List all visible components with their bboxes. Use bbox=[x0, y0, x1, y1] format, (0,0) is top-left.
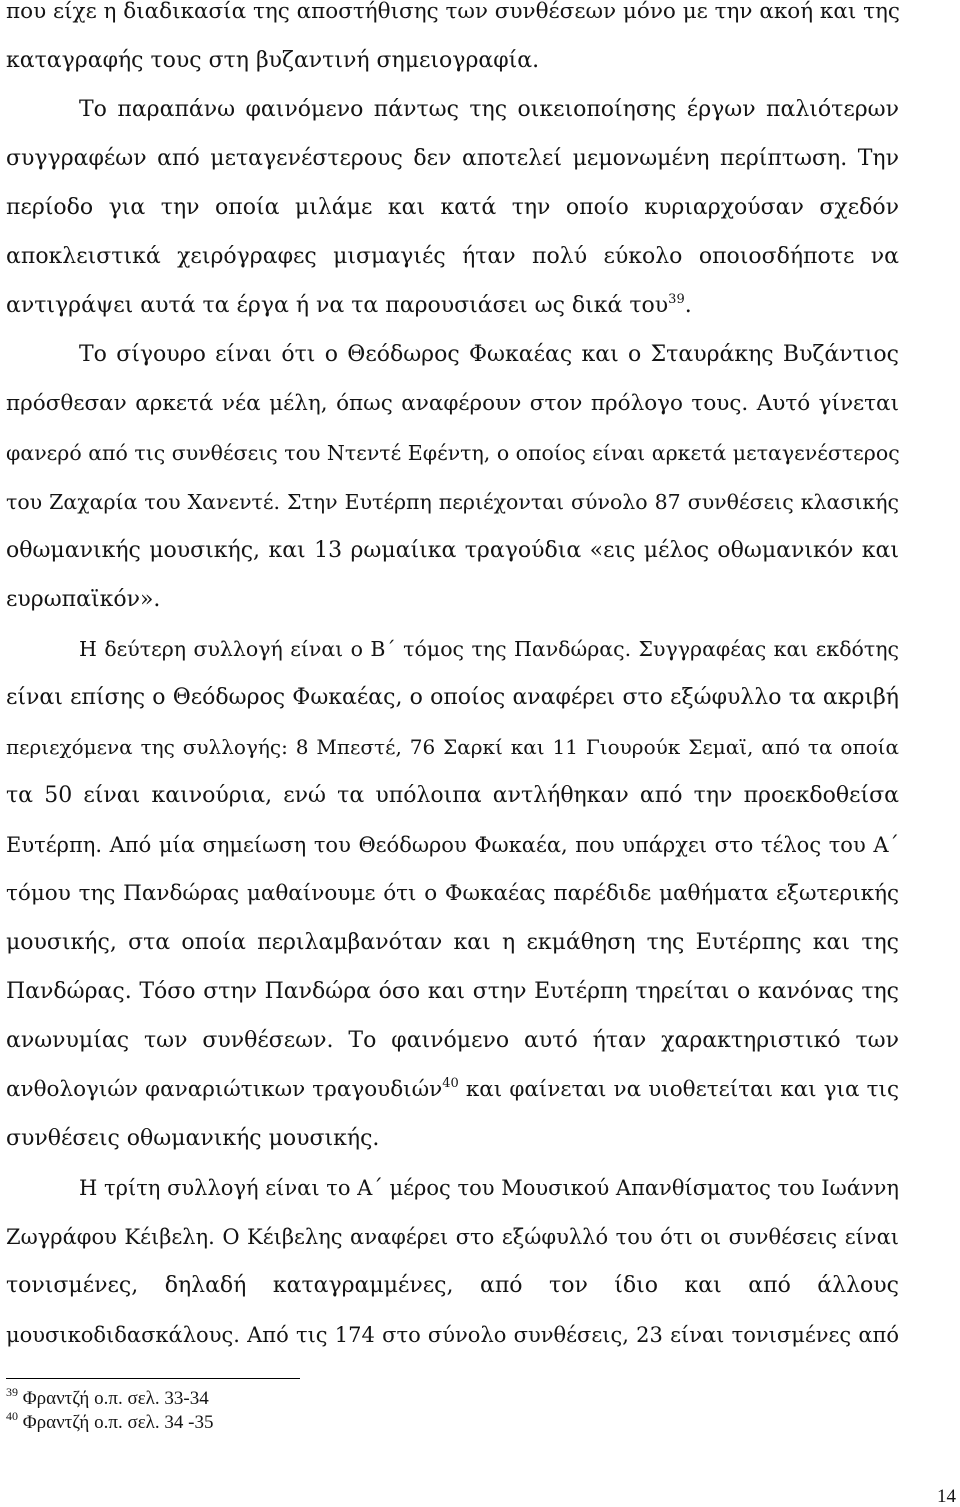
body-line-21: Πανδώρας. Τόσο στην Πανδώρα όσο και στην Ευτέρπη τηρείται ο κανόνας της bbox=[6, 979, 899, 1004]
footnote-ref-39: 39 bbox=[668, 292, 685, 307]
body-line-11: του Ζαχαρία του Χανεντέ. Στην Ευτέρπη περιέχονται σύνολο 87 συνθέσεις κλασικής bbox=[6, 490, 899, 514]
footnote-39 bbox=[6, 1387, 209, 1411]
body-line-16: περιεχόμενα της συλλογής: 8 Μπεστέ, 76 Σαρκί και 11 Γιουρούκ Σεμαϊ, από τα οποία bbox=[6, 735, 899, 759]
body-line-23-text-b: και φαίνεται να υιοθετείται και για τις bbox=[458, 1077, 899, 1102]
body-line-5: περίοδο για την οποία μιλάμε και κατά την οποίο κυριαρχούσαν σχεδόν bbox=[6, 195, 899, 220]
page-number: 14 bbox=[937, 1486, 956, 1507]
body-line-12: οθωμανικής μουσικής, και 13 ρωμαίικα τραγούδια «εις μέλος οθωμανικόν και bbox=[6, 538, 899, 563]
body-line-2: καταγραφής τους στη βυζαντινή σημειογραφία. bbox=[6, 48, 540, 73]
footnote-40 bbox=[6, 1411, 213, 1435]
body-line-26: Ζωγράφου Κέιβελη. Ο Κέιβελης αναφέρει στο εξώφυλλό του ότι οι συνθέσεις είναι bbox=[6, 1225, 899, 1249]
footnote-number: 39 bbox=[6, 1385, 18, 1399]
body-line-23-text-a: ανθολογιών φαναριώτικων τραγουδιών bbox=[6, 1077, 443, 1102]
body-line-27: τονισμένες, δηλαδή καταγραμμένες, από τον ίδιο και από άλλους bbox=[6, 1273, 899, 1298]
body-line-17: τα 50 είναι καινούρια, ενώ τα υπόλοιπα αντλήθηκαν από την προεκδοθείσα bbox=[6, 783, 899, 808]
body-line-23 bbox=[6, 1075, 899, 1105]
footnote-ref-40: 40 bbox=[442, 1076, 459, 1091]
body-line-14: Η δεύτερη συλλογή είναι ο Β΄ τόμος της Πανδώρας. Συγγραφέας και εκδότης bbox=[79, 637, 899, 661]
body-line-15: είναι επίσης ο Θεόδωρος Φωκαέας, ο οποίος αναφέρει στο εξώφυλλο τα ακριβή bbox=[6, 685, 899, 710]
body-line-9: πρόσθεσαν αρκετά νέα μέλη, όπως αναφέρουν στον πρόλογο τους. Αυτό γίνεται bbox=[6, 391, 899, 416]
body-line-4: συγγραφέων από μεταγενέστερους δεν αποτελεί μεμονωμένη περίπτωση. Την bbox=[6, 146, 899, 171]
body-line-22: ανωνυμίας των συνθέσεων. Το φαινόμενο αυτό ήταν χαρακτηριστικό των bbox=[6, 1028, 899, 1053]
footnote-text: Φραντζή ο.π. σελ. 34 -35 bbox=[22, 1412, 214, 1433]
body-line-24: συνθέσεις οθωμανικής μουσικής. bbox=[6, 1126, 380, 1151]
footnote-text: Φραντζή ο.π. σελ. 33-34 bbox=[22, 1388, 209, 1409]
body-line-8: Το σίγουρο είναι ότι ο Θεόδωρος Φωκαέας και ο Σταυράκης Βυζάντιος bbox=[79, 342, 899, 367]
body-line-13: ευρωπαϊκόν». bbox=[6, 587, 161, 612]
body-line-18: Ευτέρπη. Από μία σημείωση του Θεόδωρου Φωκαέα, που υπάρχει στο τέλος του Α΄ bbox=[6, 833, 899, 857]
footnote-number: 40 bbox=[6, 1409, 18, 1423]
body-line-28: μουσικοδιδασκάλους. Από τις 174 στο σύνολο συνθέσεις, 23 είναι τονισμένες από bbox=[6, 1323, 899, 1347]
body-line-7-text: αντιγράψει αυτά τα έργα ή να τα παρουσιάσει ως δικά του bbox=[6, 293, 669, 318]
body-line-3: Το παραπάνω φαινόμενο πάντως της οικειοποίησης έργων παλιότερων bbox=[79, 97, 899, 122]
body-line-1: που είχε η διαδικασία της αποστήθισης των συνθέσεων μόνο με την ακοή και της bbox=[6, 0, 900, 24]
body-line-20: μουσικής, στα οποία περιλαμβανόταν και η εκμάθηση της Ευτέρπης και της bbox=[6, 930, 899, 955]
footnote-separator bbox=[6, 1378, 300, 1379]
body-line-10: φανερό από τις συνθέσεις του Ντεντέ Εφέντη, ο οποίος είναι αρκετά μεταγενέστερος bbox=[6, 441, 900, 465]
body-line-7 bbox=[6, 291, 899, 321]
body-line-19: τόμου της Πανδώρας μαθαίνουμε ότι ο Φωκαέας παρέδιδε μαθήματα εξωτερικής bbox=[6, 881, 899, 906]
body-line-25: Η τρίτη συλλογή είναι το Α΄ μέρος του Μουσικού Απανθίσματος του Ιωάννη bbox=[79, 1176, 899, 1200]
body-line-6: αποκλειστικά χειρόγραφες μισμαγιές ήταν πολύ εύκολο οποιοσδήποτε να bbox=[6, 244, 899, 269]
body-line-7-end: . bbox=[684, 293, 692, 318]
